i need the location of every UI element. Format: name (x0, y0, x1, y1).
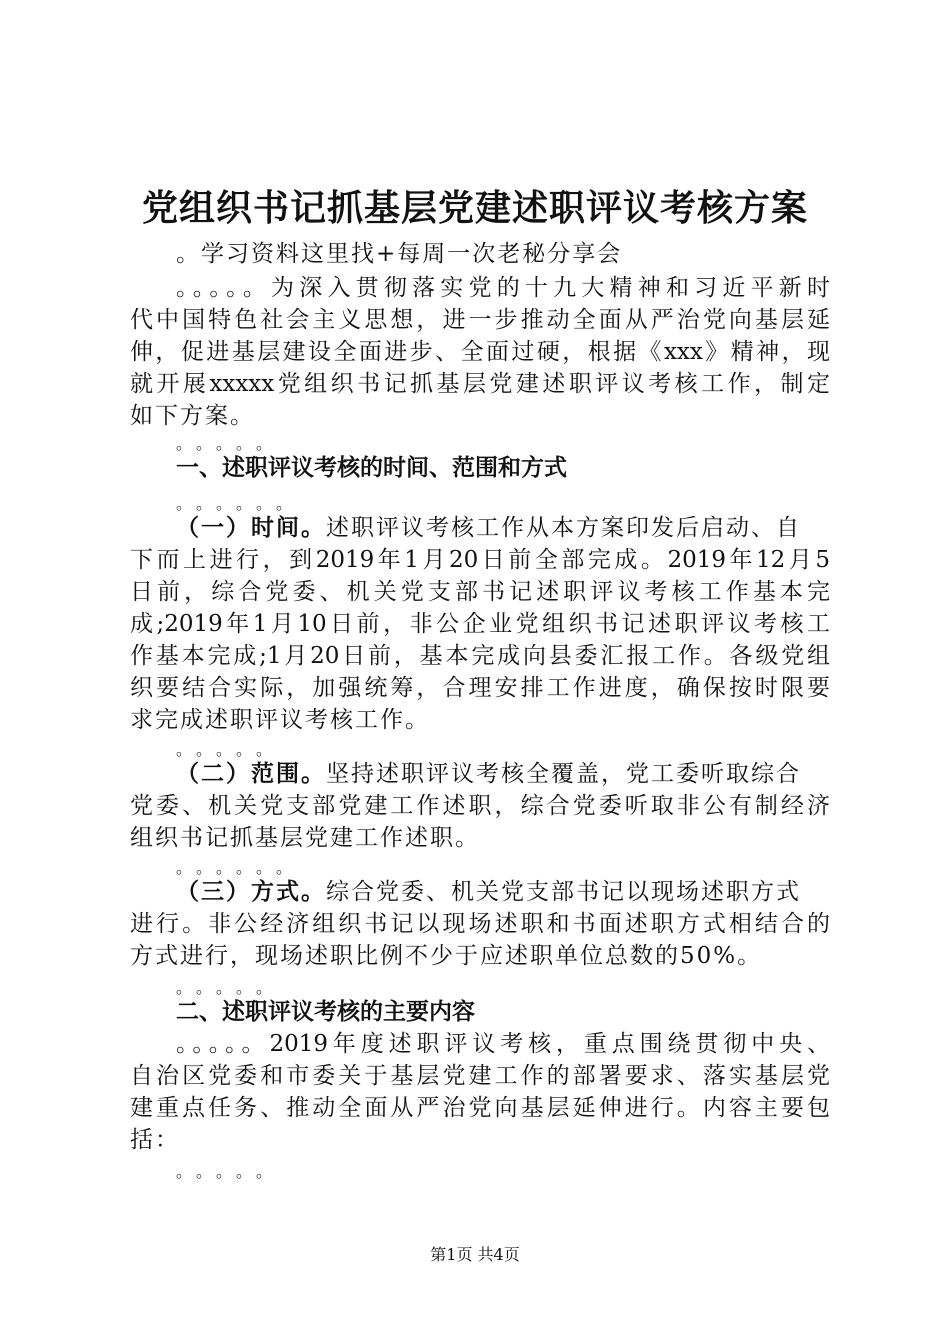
paragraph-lead: （二）范围。 (176, 761, 326, 787)
document-title: 党组织书记抓基层党建述职评议考核方案 (141, 187, 808, 229)
paragraph-line: 党委、机关党支部党建工作述职，综合党委听取非公有制经济 (130, 793, 830, 819)
dot-separator: 。。。。。 (176, 1162, 285, 1181)
paragraph-lead: （三）方式。 (176, 879, 326, 905)
paragraph-line: 求完成述职评议考核工作。 (130, 707, 430, 733)
paragraph-text: 述职评议考核工作从本方案印发后启动、自 (326, 515, 801, 541)
paragraph-line: 下而上进行，到2019年1月20日前全部完成。2019年12月5 (130, 547, 830, 573)
paragraph-text: 综合党委、机关党支部书记以现场述职方式 (326, 879, 801, 905)
paragraph-line: 建重点任务、推动全面从严治党向基层延伸进行。内容主要包 (130, 1095, 830, 1121)
promo-line: 。学习资料这里找+每周一次老秘分享会 (176, 241, 623, 267)
paragraph-text: 坚持述职评议考核全覆盖，党工委听取综合 (326, 761, 801, 787)
dot-separator: 。。。。。。 (176, 494, 305, 513)
paragraph-line: 织要结合实际，加强统筹，合理安排工作进度，确保按时限要 (130, 675, 830, 701)
paragraph-line: 日前，综合党委、机关党支部书记述职评议考核工作基本完 (130, 579, 830, 605)
paragraph-line: 括： (130, 1127, 180, 1153)
intro-line: 伸，促进基层建设全面进步、全面过硬，根据《xxx》精神，现 (130, 339, 830, 365)
paragraph-line: 。。。。。2019年度述职评议考核，重点围绕贯彻中央、 (176, 1031, 830, 1057)
paragraph-time (176, 512, 830, 544)
paragraph-method (176, 876, 830, 908)
dot-separator: 。。。。。 (176, 434, 285, 453)
intro-line: 。。。。。为深入贯彻落实党的十九大精神和习近平新时 (176, 275, 830, 301)
intro-line: 如下方案。 (130, 403, 255, 429)
paragraph-line: 自治区党委和市委关于基层党建工作的部署要求、落实基层党 (130, 1063, 830, 1089)
paragraph-lead: （一）时间。 (176, 515, 326, 541)
page-footer: 第1页 共4页 (430, 1245, 520, 1264)
section-heading: 二、述职评议考核的主要内容 (176, 999, 475, 1025)
paragraph-line: 方式进行，现场述职比例不少于应述职单位总数的50%。 (130, 943, 763, 969)
paragraph-scope (176, 758, 830, 790)
paragraph-line: 进行。非公经济组织书记以现场述职和书面述职方式相结合的 (130, 911, 830, 937)
dot-separator: 。。。。。。 (176, 858, 305, 877)
dot-separator: 。。。。。 (176, 978, 285, 997)
dot-separator: 。。。。。 (176, 740, 285, 759)
intro-line: 就开展xxxxx党组织书记抓基层党建述职评议考核工作，制定 (130, 371, 830, 397)
intro-line: 代中国特色社会主义思想，进一步推动全面从严治党向基层延 (130, 307, 830, 333)
paragraph-line: 成;2019年1月10日前，非公企业党组织书记述职评议考核工 (130, 611, 830, 637)
paragraph-line: 作基本完成;1月20日前，基本完成向县委汇报工作。各级党组 (130, 643, 830, 669)
paragraph-line: 组织书记抓基层党建工作述职。 (130, 825, 480, 851)
section-heading: 一、述职评议考核的时间、范围和方式 (176, 455, 567, 481)
